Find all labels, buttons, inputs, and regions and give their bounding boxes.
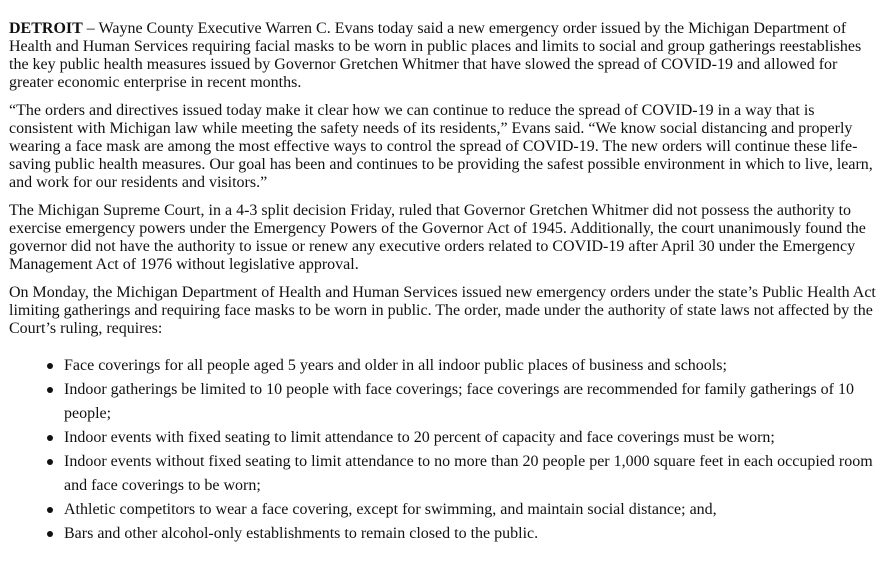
quote-paragraph: “The orders and directives issued today make it clear how we can continue to reduce the spread of COVID-19 in a way that is consistent with Michigan law while meeting the safety needs of its residents,” Evans said. “We know social distancing and properly wearing a face mask are among the most effective ways to control the spread of COVID-19. The new orders will continue these life-saving public health measures. Our goal has been and continues to be providing the safest possible environment in which to live, learn, and work for our residents and visitors.” xyxy=(9,102,873,191)
list-item xyxy=(46,354,878,378)
list-item xyxy=(46,378,878,426)
list-item-text: Indoor gatherings be limited to 10 people with face coverings; face coverings are recommended for family gatherings of 10 people; xyxy=(64,381,854,422)
bullet-icon xyxy=(47,435,53,441)
bullet-icon xyxy=(47,531,53,537)
list-item xyxy=(46,450,878,498)
bullet-icon xyxy=(47,363,53,369)
list-item xyxy=(46,426,878,450)
list-item-text: Face coverings for all people aged 5 years and older in all indoor public places of business and schools; xyxy=(64,357,727,374)
lead-paragraph-text: Wayne County Executive Warren C. Evans today said a new emergency order issued by the Michigan Department of Health and Human Services requiring facial masks to be worn in public places and limits to social and group gatherings reestablishes the key public health measures issued by Governor Gretchen Whitmer that have slowed the spread of COVID-19 and allowed for greater economic enterprise in recent months. xyxy=(9,20,862,91)
bullet-icon xyxy=(47,507,53,513)
list-item xyxy=(46,522,878,546)
list-item-text: Athletic competitors to wear a face covering, except for swimming, and maintain social distance; and, xyxy=(64,501,717,518)
list-item-text: Bars and other alcohol-only establishments to remain closed to the public. xyxy=(64,525,539,542)
mdhhs-order-paragraph: On Monday, the Michigan Department of Health and Human Services issued new emergency orders under the state’s Public Health Act limiting gatherings and requiring face masks to be worn in public. The order, made under the authority of state laws not affected by the Court’s ruling, requires: xyxy=(9,284,876,337)
dateline: DETROIT xyxy=(9,20,83,37)
list-item-text: Indoor events with fixed seating to limit attendance to 20 percent of capacity and face coverings must be worn; xyxy=(64,429,775,446)
dateline-separator: – xyxy=(82,20,99,37)
list-item-text: Indoor events without fixed seating to limit attendance to no more than 20 people per 1,000 square feet in each occupied room and face coverings to be worn; xyxy=(64,453,873,494)
bullet-icon xyxy=(47,459,53,465)
requirements-list xyxy=(9,354,878,546)
court-ruling-paragraph: The Michigan Supreme Court, in a 4-3 split decision Friday, ruled that Governor Gretchen Whitmer did not possess the authority to exercise emergency powers under the Emergency Powers of the Governor Act of 1945. Additionally, the court unanimously found the governor did not have the authority to issue or renew any executive orders related to COVID-19 after April 30 under the Emergency Management Act of 1976 without legislative approval. xyxy=(9,202,866,273)
list-item xyxy=(46,498,878,522)
lead-paragraph xyxy=(9,20,878,92)
bullet-icon xyxy=(47,387,53,393)
